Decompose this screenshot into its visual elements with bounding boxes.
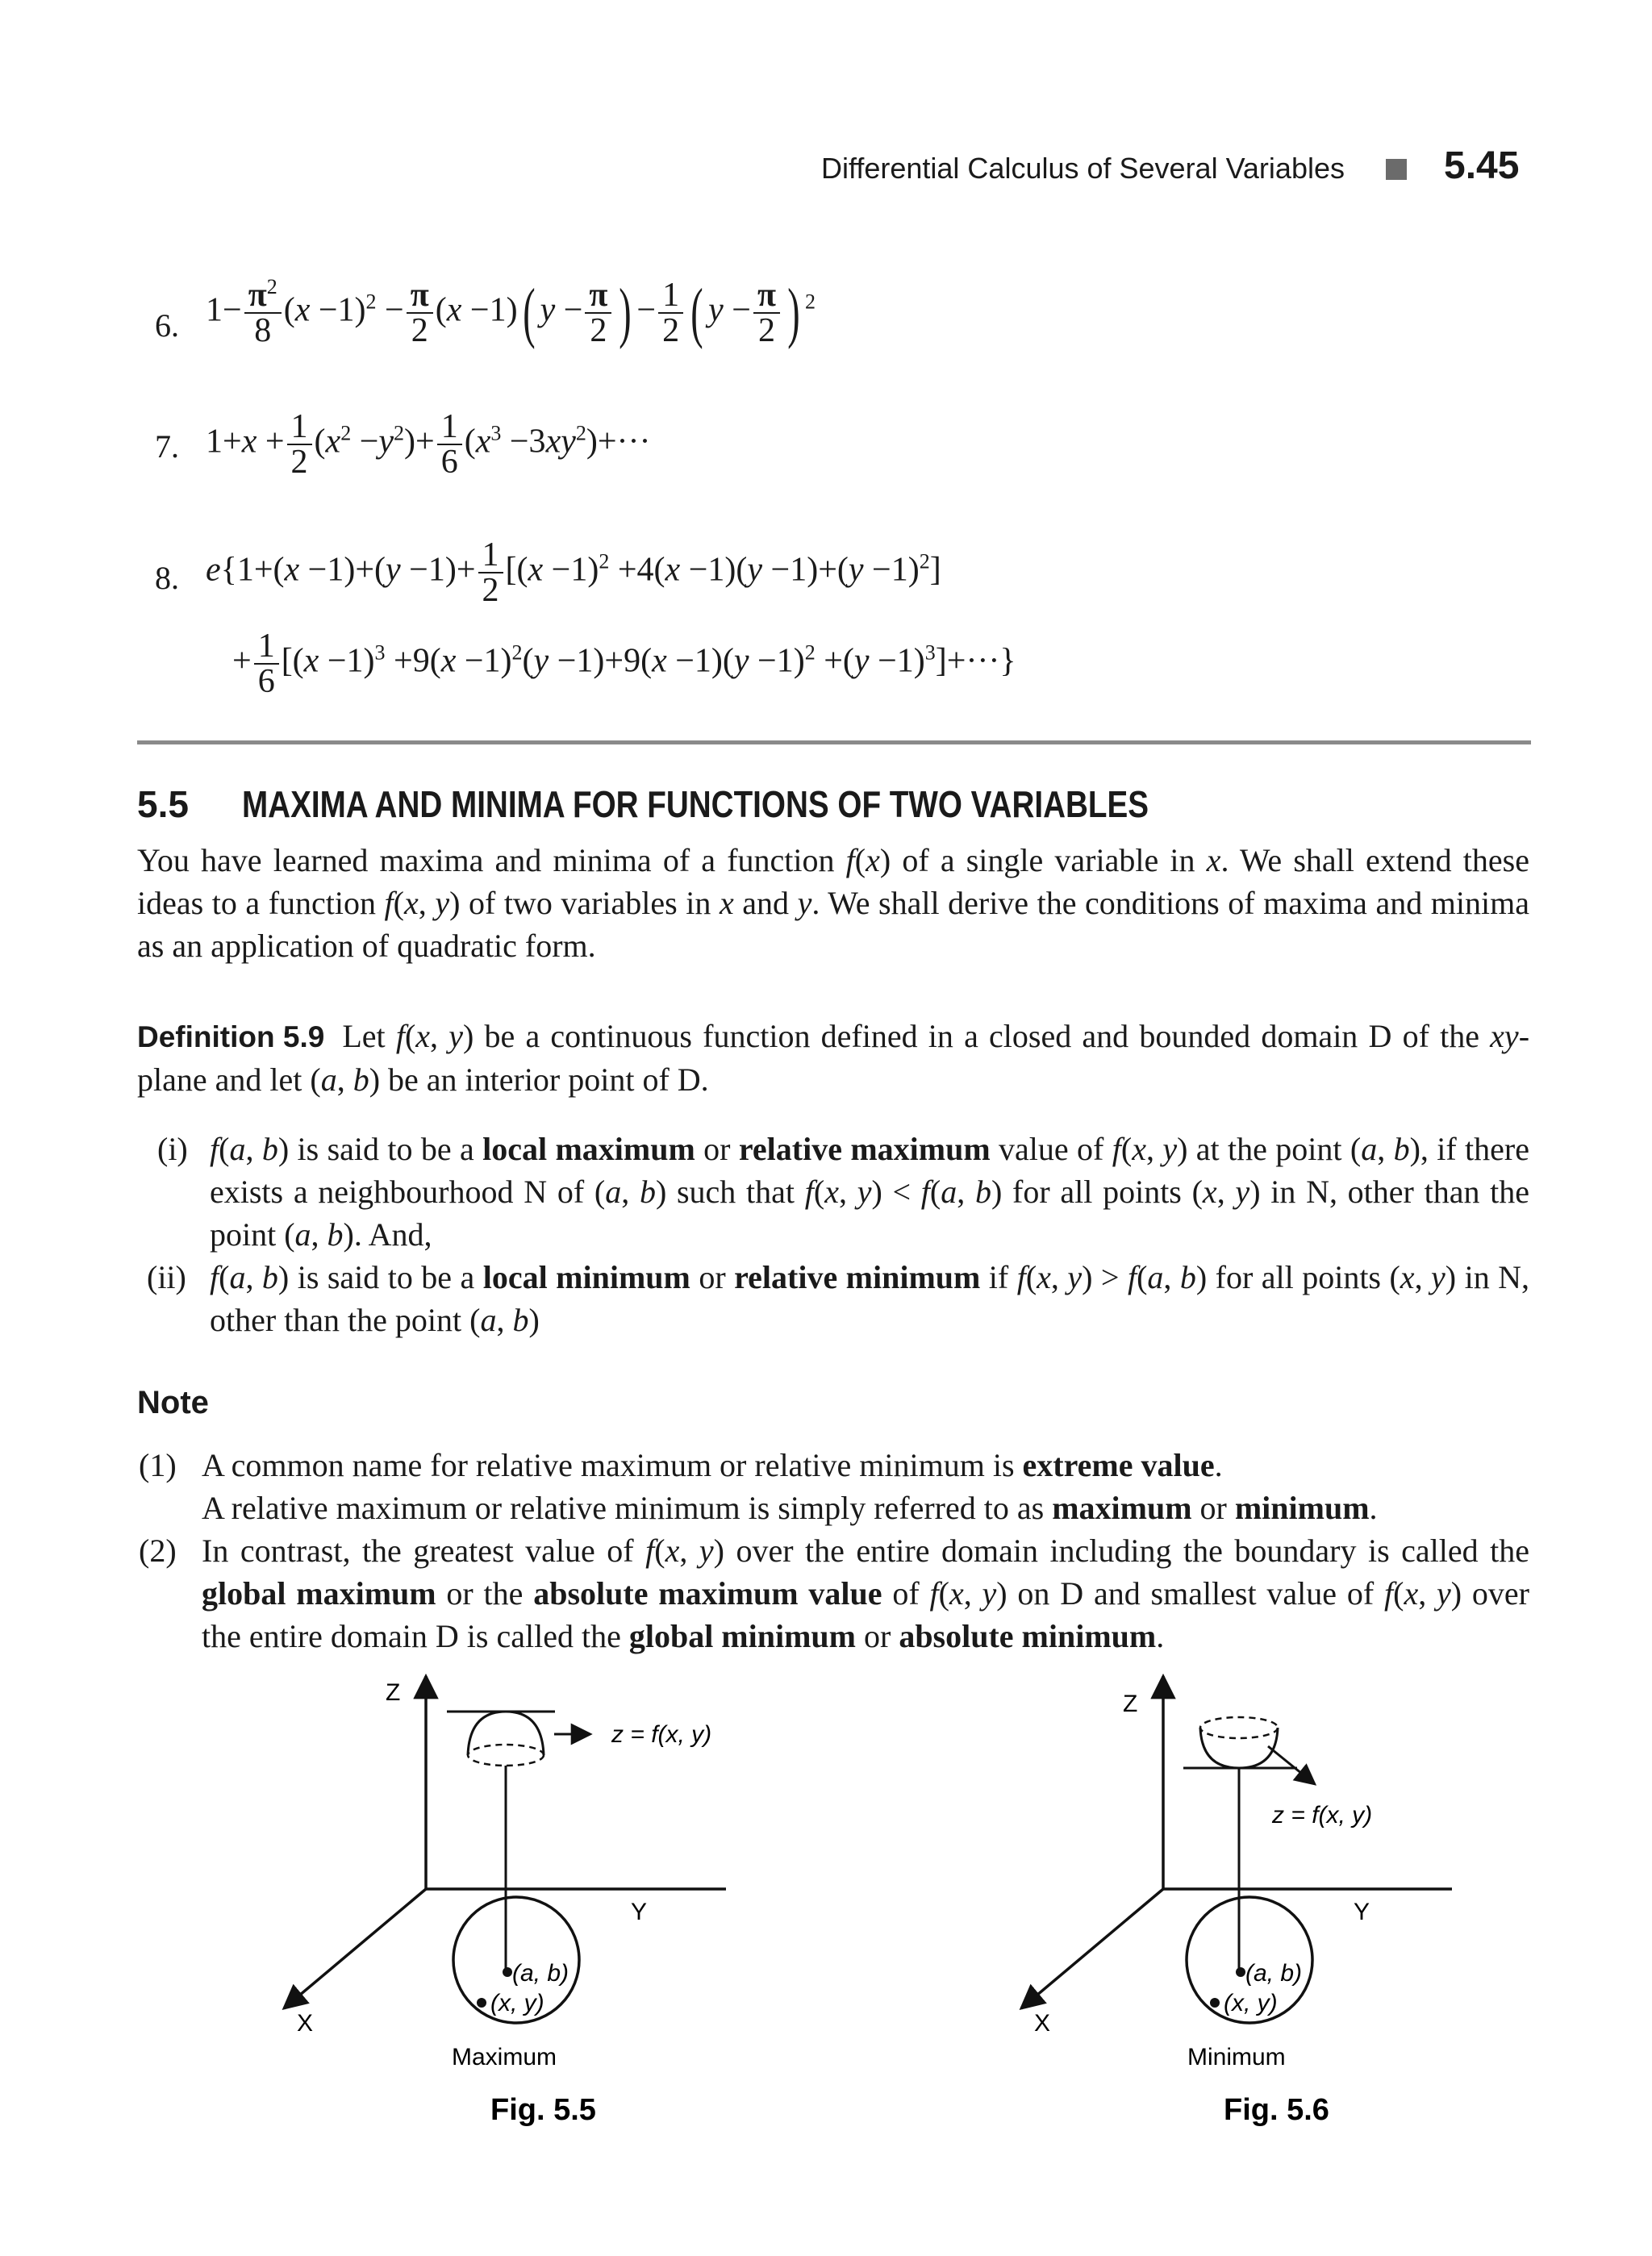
answer-8-line-1: e{1+(x −1)+(y −1)+ $\frac{1}{2}$ $[(x -1)^2 +4(x -1)(y -1)+(y -1)^2]$ [206,536,941,609]
definition-paragraph: Definition 5.9 Let f(x, y) be a continuous function defined in a closed and bounded domain D of the xy-plane and let (a, b) be an interior point of D. [137,1015,1529,1101]
definition-label: Definition 5.9 [137,1020,325,1053]
fig56-point-xy [1210,1998,1220,2008]
fig56-point-ab-label: (a, b) [1245,1960,1303,1987]
fig56-surface-arrow [1268,1746,1315,1784]
header-square-icon [1386,159,1407,180]
fig55-subcaption: Maximum [452,2044,557,2070]
fig55-x-label: X [297,2010,314,2037]
fig56-y-label: Y [1354,1899,1370,1925]
section-title: MAXIMA AND MINIMA FOR FUNCTIONS OF TWO VARIABLES [242,783,1149,825]
fig56-z-label: Z [1123,1691,1138,1717]
section-divider [137,740,1531,744]
item-ii-label: (ii) [147,1259,186,1295]
definition-item-i: (i) f(a, b) is said to be a local maximum or relative maximum value of f(x, y) at the point (a, b), if there exists a neighbourhood N of (a, b) such that f(x, y) < f(a, b) for all points (x, y) in N, other than the point (a, b). And, [210,1128,1529,1256]
fig56-surface-label: z = f(x, y) [1272,1802,1373,1829]
answer-8-label: 8. [155,560,179,596]
fig55-point-ab-label: (a, b) [512,1960,569,1987]
answer-6-expression: 1− $\frac{\pi^2}{8}$ $(x -1)^2$ − $\frac{\pi}{2}$ (x −1)( y − $\frac{\pi}{2}$ ) − $\frac{1}{2}$ ( y − $\frac{\pi}{2}$ ) $^2$ [206,275,816,351]
fig56-caption: Fig. 5.6 [1224,2093,1329,2127]
fig55-x-axis [284,1889,426,2008]
fig55-z-label: Z [386,1679,401,1706]
fig56-bowl-surface [1200,1728,1278,1768]
figure-5-6 [1021,1676,1452,2127]
definition-item-ii: (ii) f(a, b) is said to be a local minimum or relative minimum if f(x, y) > f(a, b) for all points (x, y) in N, other than the point (a, b) [210,1256,1529,1341]
section-number: 5.5 [137,783,189,825]
fig55-y-label: Y [631,1899,648,1925]
fig55-point-xy-label: (x, y) [490,1990,544,2016]
fig55-point-xy [477,1998,486,2008]
fig55-point-ab [503,1967,512,1977]
fig56-point-xy-label: (x, y) [1224,1990,1278,2016]
fig55-surface-label: z = f(x, y) [611,1721,712,1748]
answer-7-expression: 1+x + $\frac{1}{2}$ $(x^2 -y^2)+$ $\frac{1}{6}$ $(x^3 -3xy^2)+\cdot\cdot\cdot$ [206,408,651,481]
note-item-2: (2) In contrast, the greatest value of f(x, y) over the entire domain including the boundary is called the global maximum or the absolute maximum value of f(x, y) on D and smallest value of f(x, y) over the entire domain D is called the global minimum or absolute minimum. [202,1529,1529,1658]
note-heading: Note [137,1385,209,1420]
page-number: 5.45 [1444,144,1520,187]
fig55-cap-rim [468,1745,544,1766]
figure-5-5 [284,1676,726,2127]
fig56-bowl-rim [1200,1717,1278,1738]
item-i-label: (i) [157,1131,188,1167]
fig56-x-label: X [1034,2010,1051,2037]
note-2-label: (2) [139,1532,177,1569]
fig56-subcaption: Minimum [1187,2044,1286,2070]
note-1-label: (1) [139,1447,177,1483]
answer-8-line-2: + $\frac{1}{6}$ $[(x -1)^3 +9(x -1)^2(y -1)+9(x -1)(y -1)^2 +(y -1)^3]+\cdot\cdot\cdot$} [232,628,1016,700]
note-item-1: (1) A common name for relative maximum or relative minimum is extreme value. A relative maximum or relative minimum is simply referred to as maximum or minimum. [202,1444,1529,1529]
figures-svg [242,1662,1452,2137]
fig56-point-ab [1236,1967,1245,1977]
intro-paragraph: You have learned maxima and minima of a function f(x) of a single variable in x. We shall extend these ideas to a function f(x, y) of two variables in x and y. We shall derive the conditions of maxima and minima as an application of quadratic form. [137,842,1529,964]
fig55-caption: Fig. 5.5 [490,2093,596,2127]
answer-7-label: 7. [155,428,179,465]
answer-6-label: 6. [155,307,179,344]
running-title: Differential Calculus of Several Variables [821,152,1345,185]
fig56-x-axis [1021,1889,1163,2008]
